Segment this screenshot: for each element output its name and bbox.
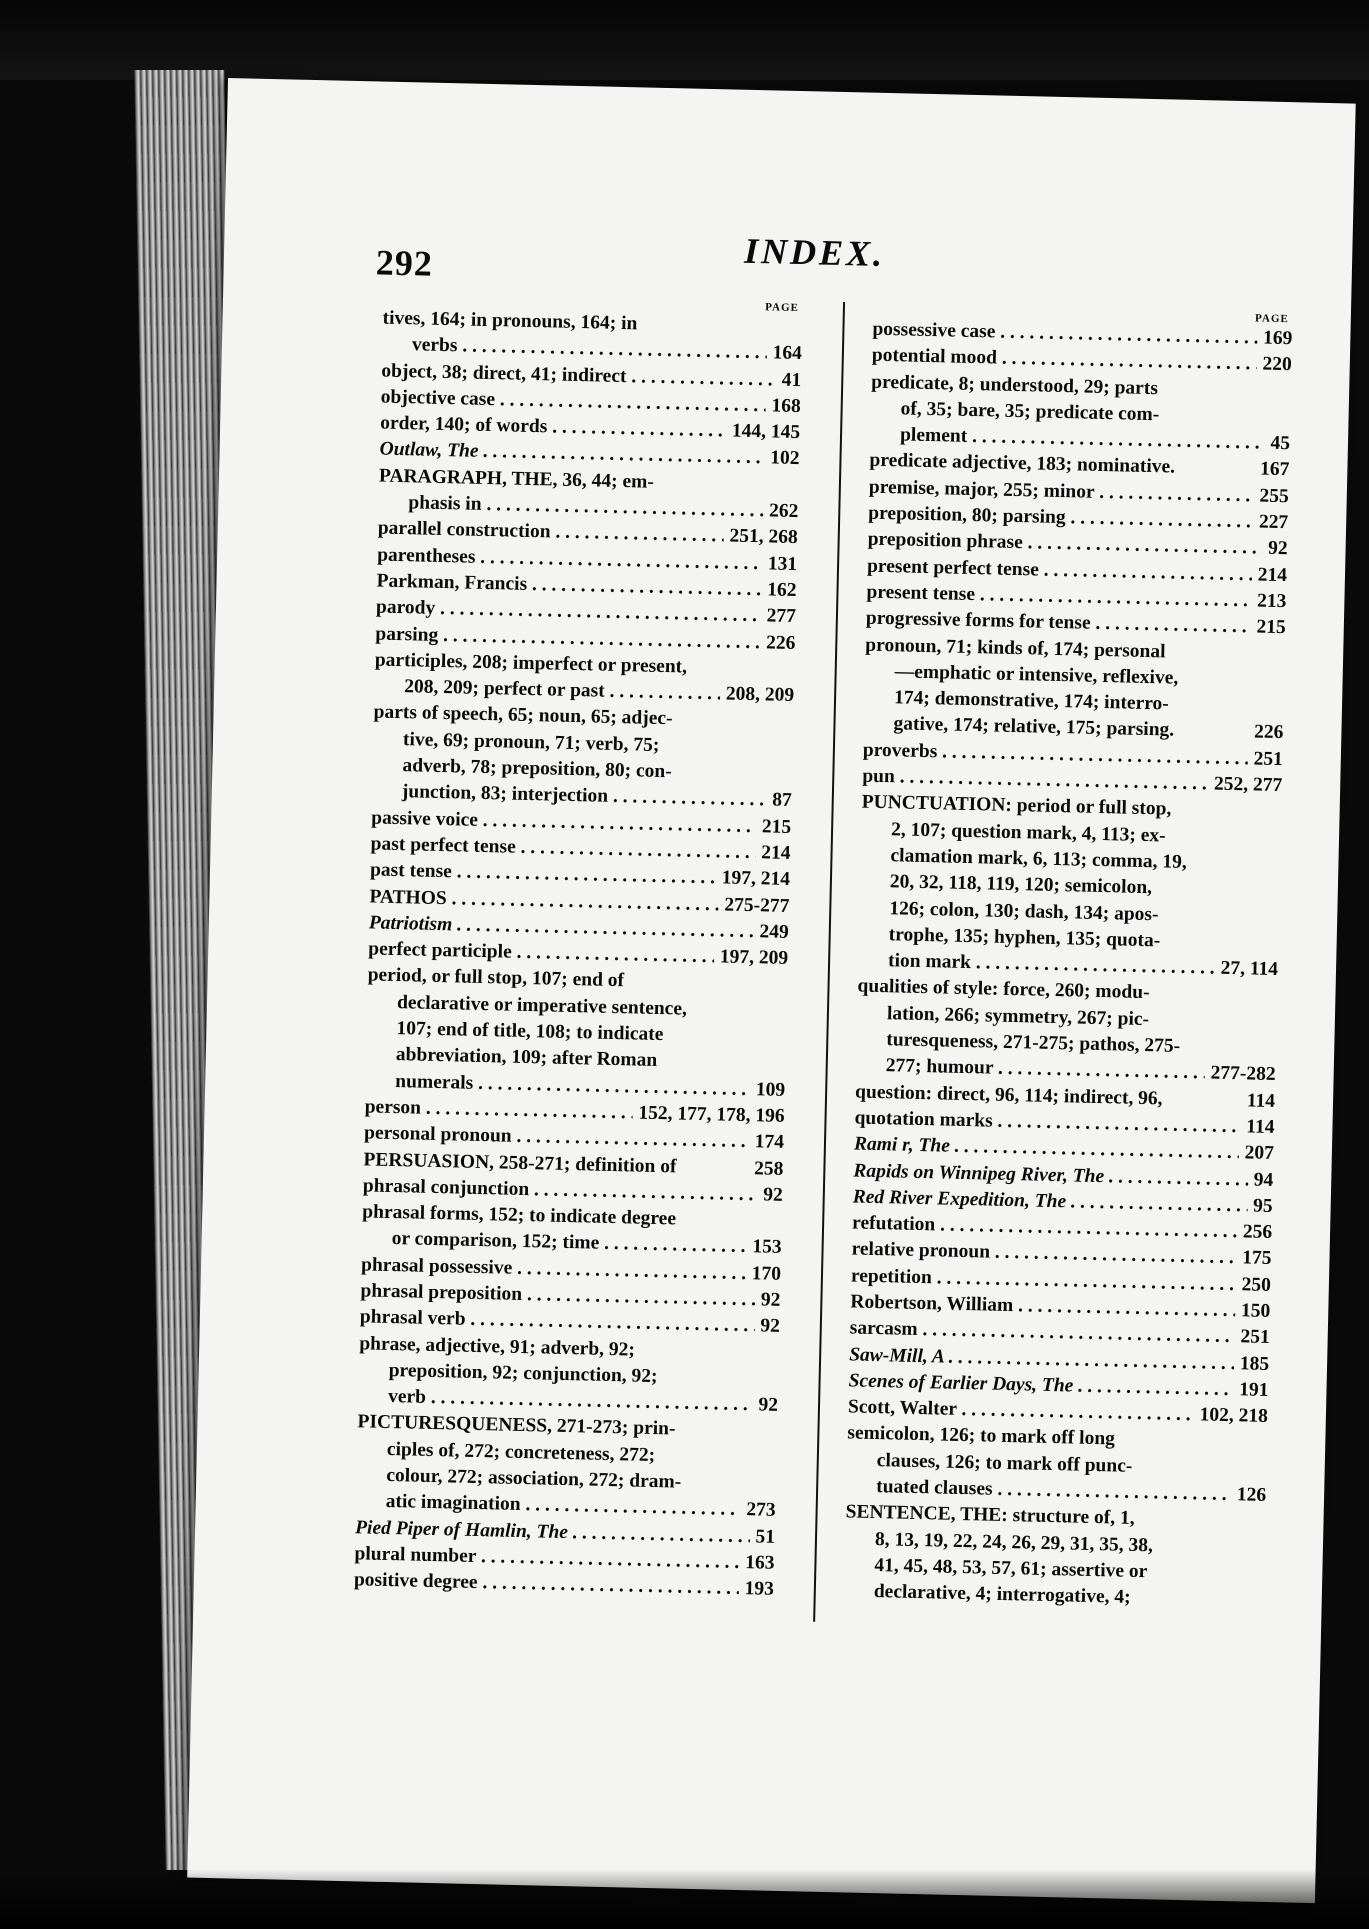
index-entry-text: tive, 69; pronoun, 71; verb, 75; [402, 728, 660, 756]
index-entry-text: Robertson, William . . . [850, 1289, 1235, 1324]
index-entry-text: plement . . . [900, 423, 1265, 458]
index-entry-text: pun . . . [862, 764, 1208, 798]
index-entry-page: 252, 277 [1213, 773, 1283, 797]
index-entry-text: turesqueness, 271-275; pathos, 275- [886, 1029, 1181, 1057]
index-entry-page: 27, 114 [1220, 957, 1279, 981]
index-entry-text: pronoun, 71; kinds of, 174; personal [865, 634, 1166, 662]
index-entry-text: proverbs . . . [863, 737, 1248, 772]
index-entry-text: sarcasm . . . [849, 1316, 1234, 1351]
index-entry-text: clamation mark, 6, 113; comma, 19, [890, 845, 1187, 873]
index-entry-text: perfect participle . . . [368, 937, 714, 971]
index-entry-text: personal pronoun . . . [364, 1121, 749, 1156]
index-entry-text: —emphatic or intensive, reflexive, [894, 661, 1179, 689]
index-entry-text: 174; demonstrative, 174; interro- [893, 687, 1170, 715]
index-entry-page: 226 [1253, 721, 1284, 744]
index-entry-page: 94 [1253, 1169, 1274, 1191]
index-entry-page: 175 [1241, 1247, 1272, 1270]
index-entry-text: object, 38; direct, 41; indirect . . . [381, 358, 776, 393]
index-entry-page: 41 [781, 369, 802, 391]
scan-background-top [0, 0, 1369, 80]
index-entry-text: parts of speech, 65; noun, 65; adjec- [373, 701, 673, 730]
index-entry-text: repetition . . . [851, 1263, 1236, 1298]
index-entry-page: 197, 209 [719, 946, 789, 970]
index-entry-text: ciples of, 272; concreteness, 272; [386, 1438, 656, 1466]
index-entry-text: lation, 266; symmetry, 267; pic- [886, 1002, 1150, 1030]
index-entry-text: Saw-Mill, A . . . [849, 1342, 1234, 1377]
index-entry-page: 214 [1257, 564, 1288, 586]
index-entry-text: gative, 174; relative, 175; parsing. [893, 713, 1175, 742]
index-entry-text: 107; end of title, 108; to indicate [396, 1018, 664, 1046]
index-entry-text: verbs . . . [412, 333, 767, 367]
index-entry-page: 87 [772, 789, 792, 812]
index-entry-text: clauses, 126; to mark off punc- [876, 1449, 1133, 1477]
index-entry-text: Rami r, The . . . [854, 1132, 1239, 1167]
index-entry-text: refutation . . . [852, 1211, 1237, 1246]
index-entry-text: declarative or imperative sentence, [396, 991, 688, 1020]
index-entry-text: PICTURESQUENESS, 271-273; prin- [357, 1411, 676, 1440]
index-entry-page: 251, 268 [729, 525, 798, 549]
index-entry-text: Rapids on Winnipeg River, The . . . [853, 1158, 1248, 1193]
index-entry-page: 92 [763, 1184, 784, 1206]
index-entry-page: 114 [1246, 1116, 1275, 1138]
scan-background-bottom [0, 1869, 1369, 1929]
index-entry-page: 208, 209 [725, 683, 795, 707]
index-entry-page: 164 [772, 342, 803, 365]
index-entry-text: SENTENCE, THE: structure of, 1, [845, 1501, 1135, 1530]
index-entry-text: phrasal forms, 152; to indicate degree [362, 1201, 677, 1230]
index-entry-text: declarative, 4; interrogative, 4; [873, 1581, 1131, 1609]
index-entry-page: 162 [767, 579, 797, 601]
index-entry-page: 185 [1239, 1352, 1270, 1375]
index-entry-page: 249 [759, 921, 790, 943]
index-entry-text: order, 140; of words . . . [380, 411, 726, 445]
index-entry-page: 92 [758, 1394, 779, 1416]
index-entry-page: 215 [1256, 616, 1287, 639]
index-entry-page: 277 [766, 605, 797, 628]
index-entry-text: period, or full stop, 107; end of [367, 964, 625, 992]
index-entry-text: participles, 208; imperfect or present, [374, 649, 688, 678]
index-entry-page: 144, 145 [731, 420, 801, 444]
index-entry-text: present perfect tense . . . [867, 553, 1252, 588]
index-entry-text: preposition, 92; conjunction, 92; [388, 1359, 658, 1387]
index-entry-page: 51 [755, 1526, 776, 1548]
index-entry-text: Scenes of Earlier Days, The . . . [848, 1368, 1233, 1403]
left-entries-list [354, 306, 803, 1604]
index-entry-text: passive voice . . . [371, 805, 756, 840]
index-entry-text: Pied Piper of Hamlin, The . . . [355, 1515, 750, 1550]
index-entry-page: 193 [744, 1578, 775, 1601]
index-entry-text: phrasal preposition . . . [360, 1278, 755, 1313]
index-entry-text: trophe, 135; hyphen, 135; quota- [888, 924, 1161, 952]
index-entry-text: 2, 107; question mark, 4, 113; ex- [890, 818, 1166, 847]
index-entry-text: past perfect tense . . . [370, 831, 755, 866]
book-page [187, 78, 1356, 1903]
index-entry-text: potential mood . . . [872, 343, 1257, 378]
index-entry-text: semicolon, 126; to mark off long [847, 1422, 1116, 1450]
index-entry-page: 275-277 [724, 894, 790, 917]
index-entry-text: quotation marks . . . [854, 1105, 1240, 1140]
index-entry-text: tion mark . . . [888, 948, 1215, 982]
index-entry-page: 226 [765, 631, 796, 654]
index-entry-page: 213 [1256, 590, 1287, 613]
index-entry-text: qualities of style: force, 260; modu- [857, 975, 1150, 1004]
index-entry-page: 152, 177, 178, 196 [638, 1102, 785, 1127]
index-entry-page: 258 [753, 1157, 784, 1180]
index-entry-text: junction, 83; interjection . . . [402, 779, 767, 814]
index-entry-page: 92 [1267, 538, 1288, 560]
index-entry-text: colour, 272; association, 272; dram- [386, 1465, 682, 1493]
index-entry-text: present tense . . . [866, 580, 1251, 615]
index-entry-page: 131 [767, 553, 798, 575]
column-divider [813, 302, 845, 1622]
index-entry-page: 126 [1236, 1484, 1267, 1506]
index-entry-page: 250 [1241, 1273, 1272, 1296]
index-entry-page: 163 [744, 1552, 775, 1574]
index-entry-page: 92 [760, 1315, 781, 1338]
index-entry-text: Patriotism . . . [369, 910, 754, 945]
index-entry-text: tives, 164; in pronouns, 164; in [382, 307, 638, 335]
index-entry-text: predicate, 8; understood, 29; parts [871, 371, 1159, 399]
index-entry-text: atic imagination . . . [385, 1489, 740, 1523]
index-entry-text: tuated clauses . . . [876, 1474, 1231, 1508]
index-entry-text: premise, major, 255; minor . . . [869, 474, 1254, 509]
index-entry-text: Red River Expedition, The . . . [852, 1184, 1247, 1219]
index-entry-text: phrasal verb . . . [360, 1305, 755, 1340]
index-entry-page: 102, 218 [1199, 1404, 1269, 1428]
index-entry-text: objective case . . . [380, 384, 765, 419]
index-entry-text: PERSUASION, 258-271; definition of [363, 1148, 677, 1177]
index-entry-text: PARAGRAPH, THE, 36, 44; em- [378, 465, 655, 493]
index-entry-text: parsing . . . [375, 621, 760, 656]
index-entry-text: question: direct, 96, 114; indirect, 96, [854, 1081, 1163, 1110]
index-entry-page: 102 [770, 447, 800, 470]
index-entry-page: 251 [1240, 1326, 1270, 1349]
index-entry-text: Scott, Walter . . . [848, 1395, 1194, 1429]
index-entry-page: 168 [771, 395, 801, 417]
index-entry-text: numerals . . . [395, 1069, 750, 1103]
index-entry-text: possessive case . . . [872, 317, 1257, 352]
index-entry-text: progressive forms for tense . . . [866, 606, 1251, 641]
page-column-label: PAGE [1254, 312, 1289, 326]
index-column-right [844, 303, 1293, 1615]
index-entry-page: 95 [1252, 1195, 1273, 1217]
index-entry-text: positive degree . . . [354, 1567, 739, 1602]
index-entry-page: 174 [754, 1131, 785, 1154]
index-entry-text: 126; colon, 130; dash, 134; apos- [889, 897, 1159, 925]
index-entry-page: 191 [1239, 1379, 1269, 1401]
index-entry-page: 170 [751, 1262, 782, 1285]
index-entry-text: past tense . . . [370, 858, 716, 892]
page-column-label: PAGE [765, 301, 800, 315]
right-entries-list [844, 317, 1293, 1615]
index-entry-page: 227 [1258, 511, 1289, 534]
index-entry-text: Parkman, Francis . . . [376, 568, 761, 603]
index-entry-page: 92 [760, 1289, 781, 1311]
index-entry-page: 109 [755, 1078, 786, 1101]
index-entry-page: 256 [1242, 1221, 1273, 1244]
index-entry-page: 167 [1259, 459, 1290, 481]
index-entry-text: 41, 45, 48, 53, 57, 61; assertive or [874, 1555, 1148, 1583]
index-entry-page: 45 [1270, 432, 1291, 455]
index-entry-text: parallel construction . . . [378, 516, 724, 550]
index-entry-page: 251 [1253, 748, 1284, 770]
index-entry-text: person . . . [364, 1094, 632, 1126]
index-entry-text: parentheses . . . [377, 542, 762, 577]
index-entry-page: 197, 214 [721, 867, 791, 891]
index-entry-text: relative pronoun . . . [851, 1237, 1236, 1272]
index-entry-text: 277; humour . . . [885, 1053, 1205, 1087]
index-entry-page: 207 [1244, 1142, 1275, 1165]
index-entry-page: 169 [1262, 327, 1293, 350]
index-column-left [354, 292, 803, 1604]
index-entry-text: PUNCTUATION: period or full stop, [861, 791, 1172, 820]
index-entry-page: 214 [761, 842, 791, 864]
index-entry-text: of, 35; bare, 35; predicate com- [900, 398, 1160, 426]
index-entry-text: 8, 13, 19, 22, 24, 26, 29, 31, 35, 38, [874, 1528, 1154, 1557]
index-entry-page: 277-282 [1210, 1062, 1276, 1086]
index-entry-text: phasis in . . . [408, 490, 763, 524]
index-entry-page: 220 [1262, 353, 1293, 376]
index-entry-text: verb . . . [388, 1384, 753, 1419]
index-entry-page: 273 [746, 1499, 776, 1522]
index-entry-page: 215 [761, 815, 792, 838]
running-head-title: INDEX. [743, 230, 886, 274]
index-entry-text: preposition phrase . . . [867, 527, 1262, 562]
index-entry-text: phrasal conjunction . . . [363, 1173, 758, 1208]
index-entry-text: parody . . . [376, 595, 761, 630]
index-entry-text: phrase, adjective, 91; adverb, 92; [359, 1332, 636, 1361]
index-entry-page: 150 [1240, 1300, 1271, 1322]
index-entry-text: phrasal possessive . . . [361, 1252, 746, 1287]
index-entry-text: PATHOS . . . [369, 884, 719, 918]
page-number: 292 [375, 242, 434, 284]
index-entry-text: Outlaw, The . . . [379, 437, 764, 472]
index-entry-text: plural number . . . [354, 1541, 739, 1576]
index-entry-text: predicate adjective, 183; nominative. [869, 450, 1176, 479]
index-entry-page: 114 [1246, 1089, 1276, 1112]
index-entry-text: or comparison, 152; time . . . [391, 1226, 746, 1260]
index-entry-page: 255 [1259, 485, 1290, 507]
index-entry-text: 208, 209; perfect or past . . . [404, 674, 720, 707]
index-entry-page: 262 [768, 500, 799, 523]
index-entry-text: preposition, 80; parsing . . . [868, 501, 1253, 536]
index-entry-page: 153 [752, 1236, 782, 1259]
index-entry-text: 20, 32, 118, 119, 120; semicolon, [889, 871, 1153, 899]
index-entry-text: adverb, 78; preposition, 80; con- [402, 755, 673, 783]
index-entry-text: abbreviation, 109; after Roman [395, 1044, 658, 1072]
